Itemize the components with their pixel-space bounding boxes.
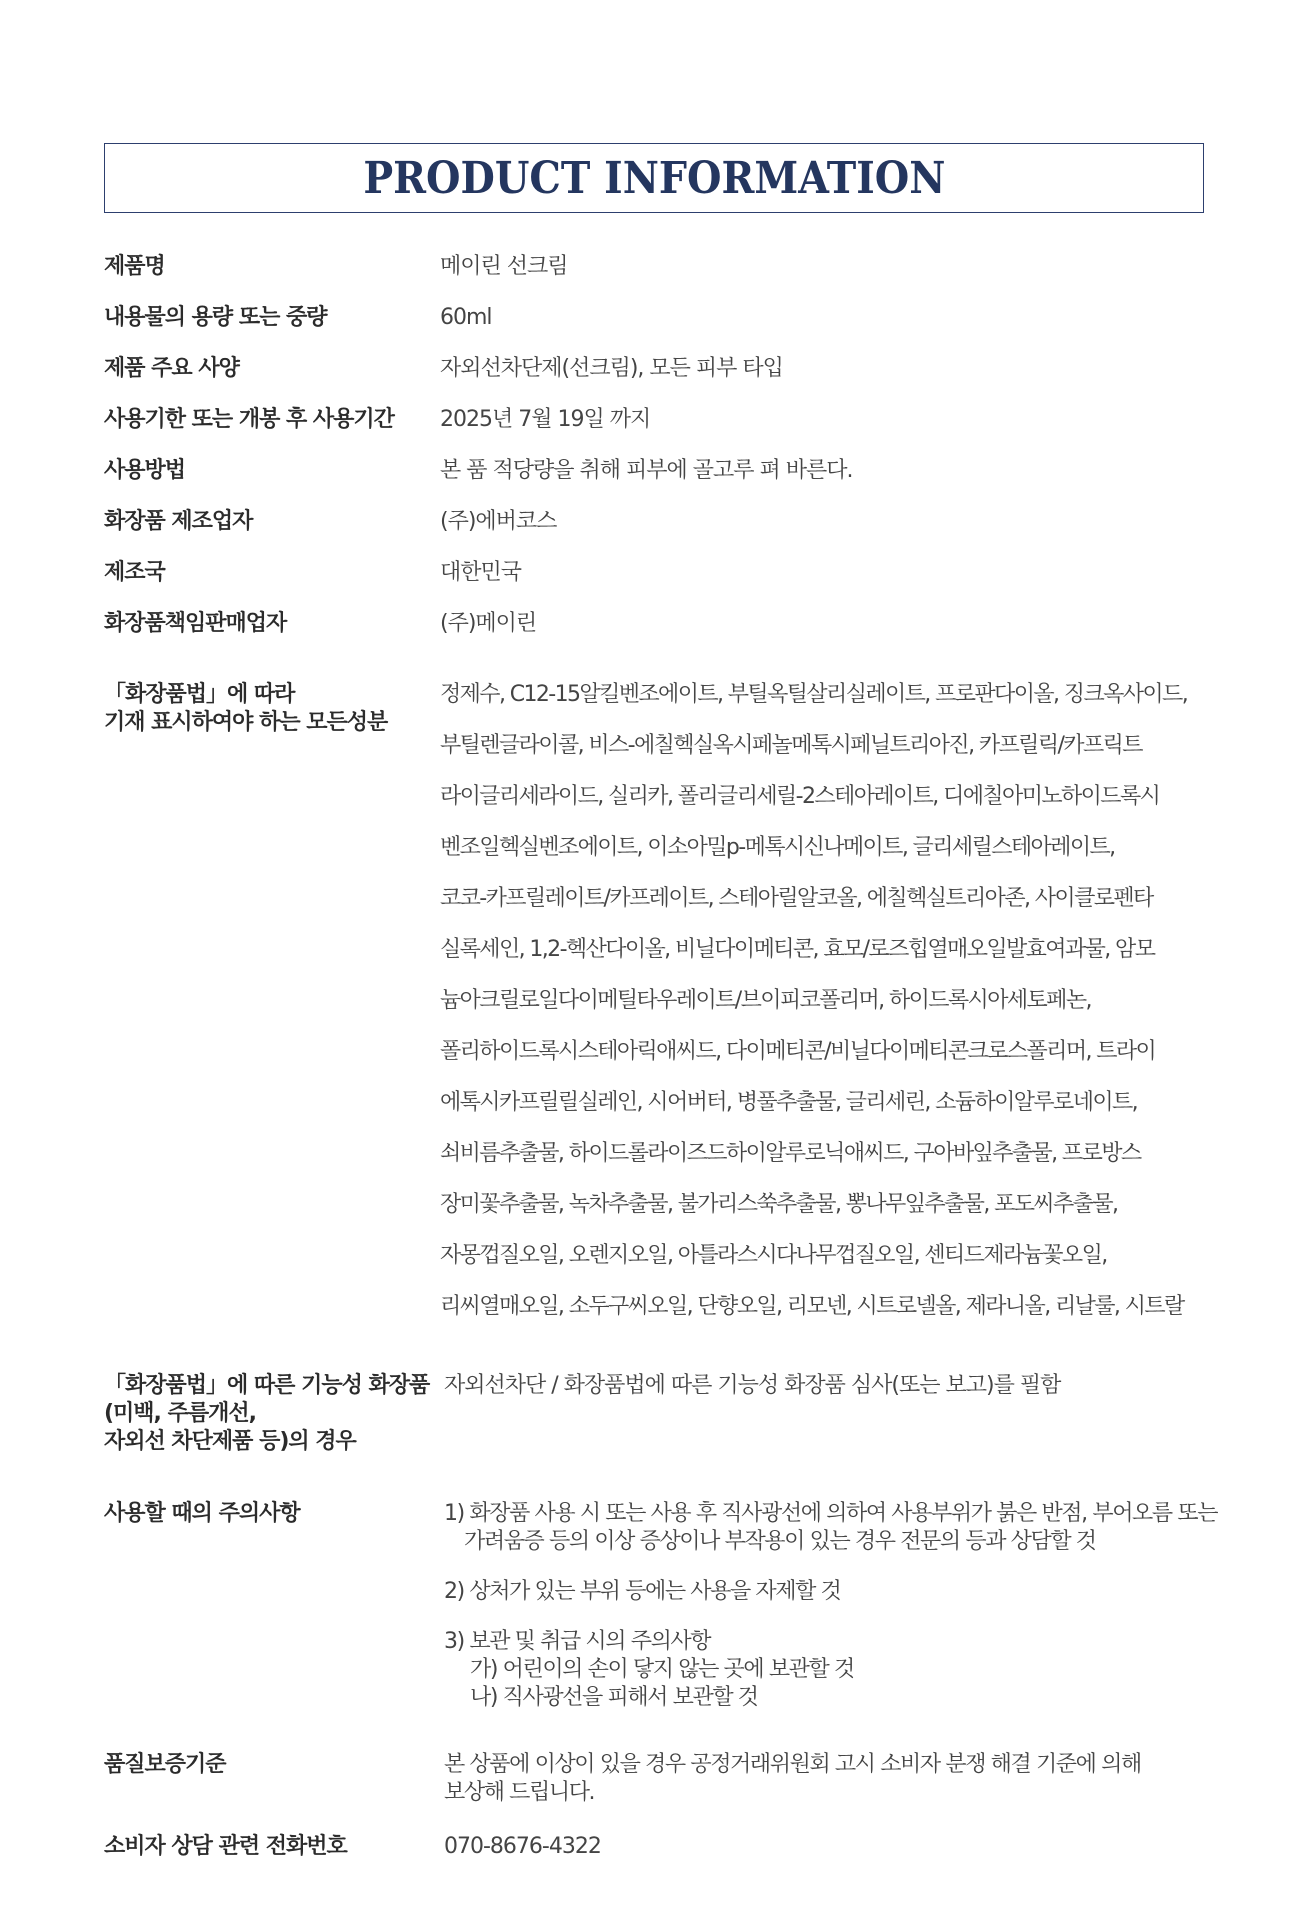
row-label: 제품 주요 사양 xyxy=(104,356,239,381)
row-label: 화장품책임판매업자 xyxy=(104,611,287,636)
ingredient-line: 라이글리세라이드, 실리카, 폴리글리세릴-2스테아레이트, 디에칠아미노하이드록시 xyxy=(440,784,1160,809)
label-line: (미백, 주름개선, xyxy=(104,1401,256,1426)
label-line: 「화장품법」에 따른 기능성 화장품 xyxy=(104,1373,430,1398)
ingredient-line: 리씨열매오일, 소두구씨오일, 단향오일, 리모넨, 시트로넬올, 제라니올, 리날룰, 시트랄 xyxy=(440,1294,1184,1319)
contact-phone: 070-8676-4322 xyxy=(444,1834,601,1859)
row-value: 자외선차단제(선크림), 모든 피부 타입 xyxy=(440,356,783,381)
label-line: 「화장품법」에 따라 xyxy=(104,682,295,707)
title-box xyxy=(104,143,1204,213)
contact-label: 소비자 상담 관련 전화번호 xyxy=(104,1834,347,1859)
row-value: (주)에버코스 xyxy=(440,509,557,534)
row-label: 사용기한 또는 개봉 후 사용기간 xyxy=(104,407,394,432)
ingredient-line: 정제수, C12-15알킬벤조에이트, 부틸옥틸살리실레이트, 프로판다이올, 징크옥사이드, xyxy=(440,682,1188,707)
quality-line: 본 상품에 이상이 있을 경우 공정거래위원회 고시 소비자 분쟁 해결 기준에 의해 xyxy=(444,1752,1141,1777)
ingredient-line: 쇠비름추출물, 하이드롤라이즈드하이알루로닉애씨드, 구아바잎추출물, 프로방스 xyxy=(440,1141,1141,1166)
label-line: 기재 표시하여야 하는 모든성분 xyxy=(104,710,388,735)
row-value: (주)메이린 xyxy=(440,611,537,636)
cautions-list xyxy=(444,1500,1234,1712)
ingredient-line: 실록세인, 1,2-헥산다이올, 비닐다이메티콘, 효모/로즈힙열매오일발효여과물, 암모 xyxy=(440,937,1155,962)
cautions-label: 사용할 때의 주의사항 xyxy=(104,1501,300,1526)
ingredients-label xyxy=(104,681,424,737)
caution-item-2: 2) 상처가 있는 부위 등에는 사용을 자제할 것 xyxy=(444,1579,841,1604)
ingredient-line: 부틸렌글라이콜, 비스-에칠헥실옥시페놀메톡시페닐트리아진, 카프릴릭/카프릭트 xyxy=(440,733,1142,758)
caution-item-3a: 가) 어린이의 손이 닿지 않는 곳에 보관할 것 xyxy=(470,1657,854,1682)
functional-label xyxy=(104,1372,430,1456)
caution-item-3: 3) 보관 및 취급 시의 주의사항 xyxy=(444,1629,711,1654)
caution-item-1: 1) 화장품 사용 시 또는 사용 후 직사광선에 의하여 사용부위가 붉은 반점, 부어오름 또는 xyxy=(444,1501,1218,1526)
label-line: 자외선 차단제품 등)의 경우 xyxy=(104,1429,356,1454)
caution-item-3b: 나) 직사광선을 피해서 보관할 것 xyxy=(470,1685,758,1710)
page-title: PRODUCT INFORMATION xyxy=(362,152,946,204)
row-label: 제품명 xyxy=(104,254,165,279)
ingredient-line: 장미꽃추출물, 녹차추출물, 불가리스쑥추출물, 뽕나무잎추출물, 포도씨추출물, xyxy=(440,1192,1118,1217)
row-value: 60ml xyxy=(440,305,492,330)
row-value: 본 품 적당량을 취해 피부에 골고루 펴 바른다. xyxy=(440,458,853,483)
ingredients-list xyxy=(440,681,1230,1344)
quality-line: 보상해 드립니다. xyxy=(444,1780,595,1805)
row-label: 내용물의 용량 또는 중량 xyxy=(104,305,327,330)
quality-label: 품질보증기준 xyxy=(104,1752,226,1777)
ingredient-line: 코코-카프릴레이트/카프레이트, 스테아릴알코올, 에칠헥실트리아존, 사이클로펜타 xyxy=(440,886,1153,911)
row-label: 제조국 xyxy=(104,560,165,585)
row-label: 화장품 제조업자 xyxy=(104,509,253,534)
row-label: 사용방법 xyxy=(104,458,186,483)
ingredient-line: 에톡시카프릴릴실레인, 시어버터, 병풀추출물, 글리세린, 소듐하이알루로네이트, xyxy=(440,1090,1138,1115)
row-value: 2025년 7월 19일 까지 xyxy=(440,407,651,432)
ingredient-line: 자몽껍질오일, 오렌지오일, 아틀라스시다나무껍질오일, 센티드제라늄꽃오일, xyxy=(440,1243,1107,1268)
ingredient-line: 늄아크릴로일다이메틸타우레이트/브이피코폴리머, 하이드록시아세토페논, xyxy=(440,988,1091,1013)
row-value: 대한민국 xyxy=(440,560,522,585)
caution-item-1-cont: 가려움증 등의 이상 증상이나 부작용이 있는 경우 전문의 등과 상담할 것 xyxy=(464,1529,1096,1554)
row-value: 메이린 선크림 xyxy=(440,254,568,279)
ingredient-line: 폴리하이드록시스테아릭애씨드, 다이메티콘/비닐다이메티콘크로스폴리머, 트라이 xyxy=(440,1039,1156,1064)
quality-value xyxy=(444,1751,1234,1807)
ingredient-line: 벤조일헥실벤조에이트, 이소아밀p-메톡시신나메이트, 글리세릴스테아레이트, xyxy=(440,835,1115,860)
functional-value: 자외선차단 / 화장품법에 따른 기능성 화장품 심사(또는 보고)를 필함 xyxy=(444,1373,1061,1398)
